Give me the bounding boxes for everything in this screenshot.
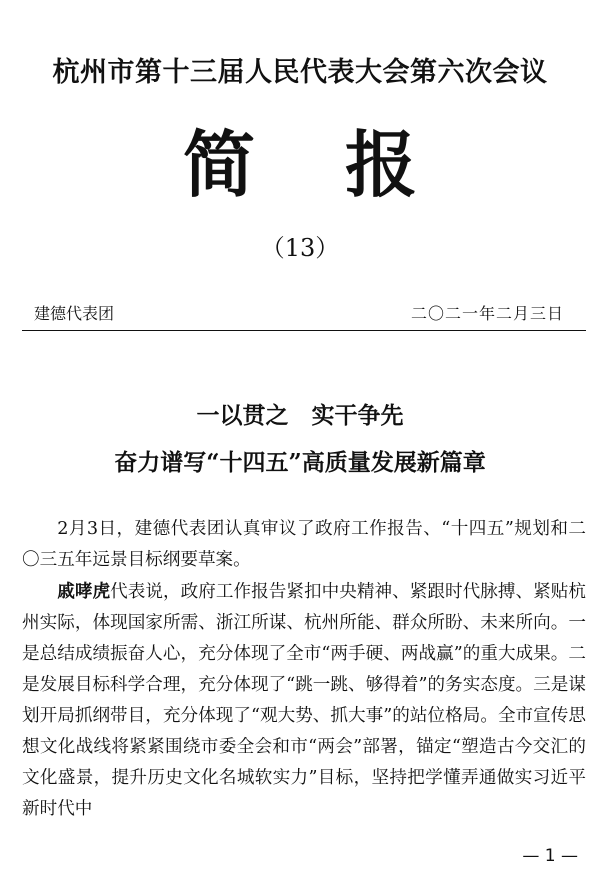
delegation-name: 建德代表团 xyxy=(34,304,115,323)
meta-row xyxy=(22,297,582,327)
bulletin-title xyxy=(0,120,600,210)
speaker-name: 戚哮虎 xyxy=(57,581,111,602)
paragraph-2 xyxy=(22,576,586,825)
issue-number: （13） xyxy=(260,234,340,262)
paragraph-1: 2月3日，建德代表团认真审议了政府工作报告、“十四五”规划和二〇三五年远景目标纲要草案。 xyxy=(22,519,586,570)
article-headline-line-2: 奋力谱写“十四五”高质量发展新篇章 xyxy=(114,449,486,476)
article-body xyxy=(22,514,586,825)
page-number: — 1 — xyxy=(522,846,578,866)
conference-title: 杭州市第十三届人民代表大会第六次会议 xyxy=(52,57,548,88)
bulletin-title-char-2: 报 xyxy=(345,123,418,207)
paragraph-2-text: 代表说，政府工作报告紧扣中央精神、紧跟时代脉搏、紧贴杭州实际，体现国家所需、浙江所谋、杭州所能、群众所盼、未来所向。一是总结成绩振奋人心，充分体现了全市“两手硬、两战赢”的重大成果。二是发展目标科学合理，充分体现了“跳一跳、够得着”的务实态度。三是谋划开局抓纲带目，充分体现了“观大势、抓大事”的站位格局。全市宣传思想文化战线将紧紧围绕市委全会和市“两会”部署，锚定“塑造古今交汇的文化盛景，提升历史文化名城软实力”目标，坚持把学懂弄通做实习近平新时代中 xyxy=(22,582,586,819)
issue-date: 二〇二一年二月三日 xyxy=(410,304,564,323)
header-divider xyxy=(22,330,586,331)
article-headline-line-1: 一以贯之 实干争先 xyxy=(196,402,404,429)
bulletin-title-char-1: 简 xyxy=(182,123,255,207)
